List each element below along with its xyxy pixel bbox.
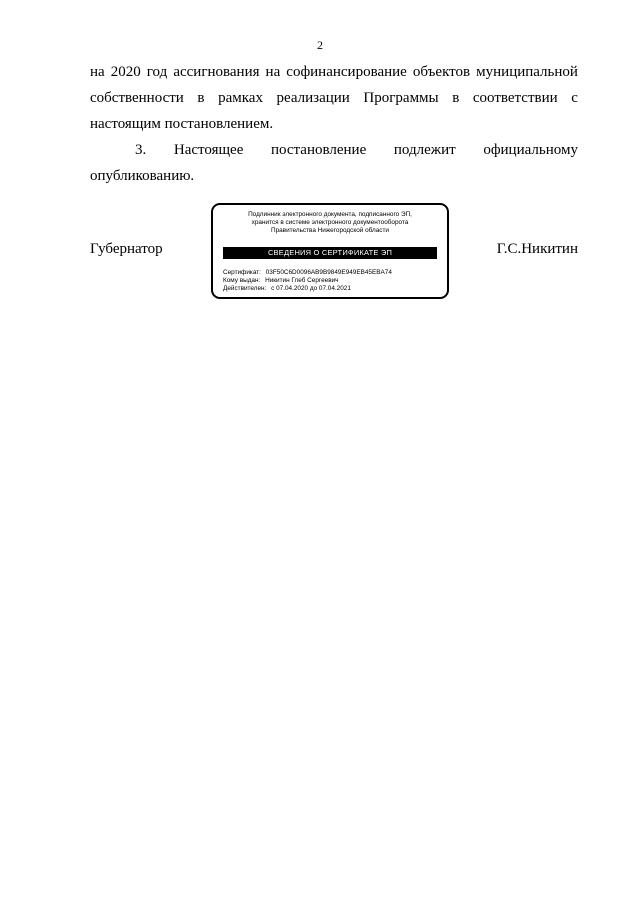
stamp-header xyxy=(213,211,447,235)
paragraph-1-line-3: настоящим постановлением. xyxy=(90,116,274,132)
word: софинансирование xyxy=(286,64,407,80)
paragraph-appropriations xyxy=(90,59,578,137)
word: год xyxy=(146,64,168,80)
stamp-header-line: Подлинник электронного документа, подписанного ЭП, xyxy=(248,211,412,218)
signer-title: Губернатор xyxy=(90,241,163,257)
certificate-row xyxy=(223,269,443,277)
validity-value: с 07.04.2020 до 07.04.2021 xyxy=(271,285,351,292)
word: в xyxy=(452,90,460,106)
word: Программы xyxy=(363,90,439,106)
stamp-header-line: хранится в системе электронного документооборота xyxy=(251,219,409,226)
word: рамках xyxy=(218,90,263,106)
paragraph-1-line-2 xyxy=(90,85,578,111)
word: муниципальной xyxy=(476,64,578,80)
item-number: 3. xyxy=(135,142,147,158)
stamp-header-line: Правительства Нижегородской области xyxy=(270,227,390,234)
word: Настоящее xyxy=(173,142,244,158)
word: реализации xyxy=(276,90,350,106)
electronic-signature-stamp xyxy=(211,203,449,299)
certificate-label: Сертификат: xyxy=(223,269,261,276)
page-number: 2 xyxy=(317,38,323,52)
word: постановление xyxy=(271,142,367,158)
word: собственности xyxy=(90,90,184,106)
word: объектов xyxy=(412,64,471,80)
word: с xyxy=(571,90,578,106)
word: на xyxy=(265,64,281,80)
issued-to-value: Никитин Глеб Сергеевич xyxy=(265,277,339,284)
issued-to-row xyxy=(223,277,443,285)
word: на xyxy=(90,64,105,80)
stamp-certificate-info xyxy=(223,269,443,293)
word: официальному xyxy=(483,142,578,158)
signer-name: Г.С.Никитин xyxy=(496,241,578,257)
certificate-value: 03F50C6D0096AB9B9849E949EB45EBA74 xyxy=(265,269,392,276)
word: подлежит xyxy=(393,142,456,158)
paragraph-1-line-1 xyxy=(90,59,578,85)
word: ассигнования xyxy=(173,64,260,80)
paragraph-2-line-1 xyxy=(90,137,578,163)
validity-row xyxy=(223,285,443,293)
stamp-banner: СВЕДЕНИЯ О СЕРТИФИКАТЕ ЭП xyxy=(223,247,437,259)
paragraph-2-line-2: опубликованию. xyxy=(90,168,195,184)
validity-label: Действителен: xyxy=(223,285,267,292)
issued-to-label: Кому выдан: xyxy=(223,277,261,284)
paragraph-publication xyxy=(90,137,578,189)
word: 2020 xyxy=(110,64,141,80)
word: соответствии xyxy=(472,90,558,106)
word: в xyxy=(197,90,205,106)
